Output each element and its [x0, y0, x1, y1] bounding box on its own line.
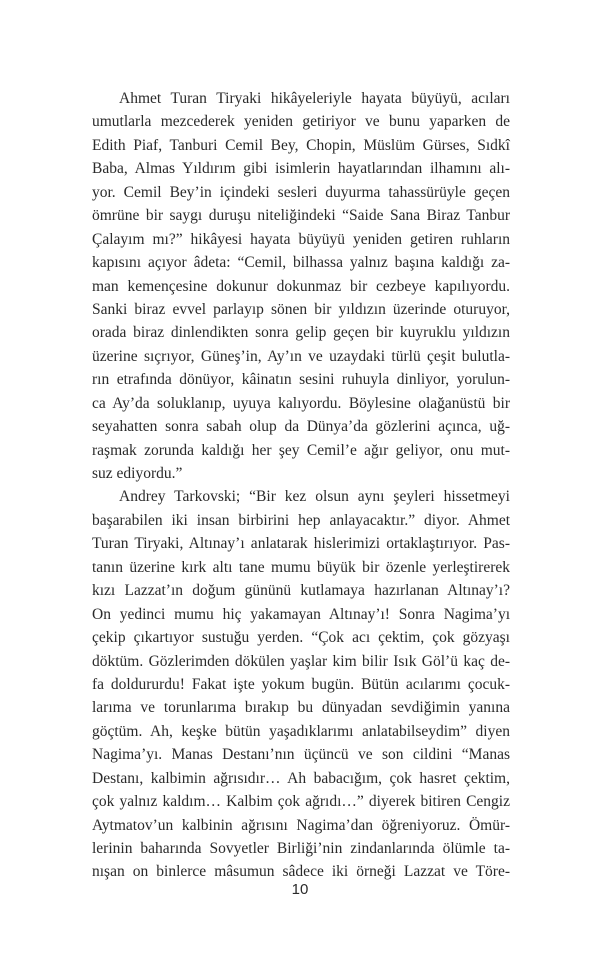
text-line: Çalayım mı?” hikâyesi hayata büyüyü yeniden getiren ruhların [92, 230, 510, 248]
text-line: kapısını açıyor âdeta: “Cemil, bilhassa yalnız başına kaldığı za- [92, 254, 510, 272]
text-line: Ahmet Turan Tiryaki hikâyeleriyle hayata büyüyü, acıları [119, 90, 510, 107]
text-line: çok yalnız kaldım… Kalbim çok ağrıdı…” diyerek bitiren Cengiz [92, 793, 510, 811]
text-line: umutlarla mezcederek yeniden getiriyor ve bunu yaparken de [92, 113, 510, 131]
text-line: larıma ve torunlarıma bırakıp bu dünyadan sevdiğimin yanına [92, 699, 510, 717]
text-line: ömrüne bir saygı duruşu niteliğindeki “Saide Sana Biraz Tanbur [92, 207, 510, 225]
text-line: Andrey Tarkovski; “Bir kez olsun aynı şeyleri hissetmeyi [119, 488, 510, 506]
text-line: On yedinci mumu hiç yakamayan Altınay’ı! Sonra Nagima’yı [92, 605, 510, 623]
text-line: nışan on binlerce mâsumun sâdece iki örneği Lazzat ve Töre- [92, 863, 510, 881]
text-line: tanın üzerine kırk altı tane mumu büyük bir özenle yerleştirerek [92, 558, 510, 576]
text-line: Edith Piaf, Tanburi Cemil Bey, Chopin, Müslüm Gürses, Sıdkî [92, 136, 510, 154]
text-line: raşmak zorunda kaldığı her şey Cemil’e ağır geliyor, onu mut- [92, 441, 510, 459]
text-line: suz ediyordu.” [92, 465, 183, 482]
text-line: man kemençesine dokunur dokunmaz bir cezbeye kapılıyordu. [92, 277, 510, 295]
text-line: kızı Lazzat’ın doğum gününü kutlamaya hazırlanan Altınay’ı? [92, 582, 510, 600]
text-line: Nagima’yı. Manas Destanı’nın üçüncü ve son cildini “Manas [92, 746, 510, 764]
text-line: lerinin baharında Sovyetler Birliği’nin zindanlarında ölümle ta- [92, 840, 510, 857]
text-line: çekip çıkartıyor sustuğu yerden. “Çok acı çektim, çok gözyaşı [92, 629, 510, 647]
text-line: Aytmatov’un kalbinin ağrısını Nagima’dan öğreniyoruz. Ömür- [92, 816, 510, 834]
text-line: orada biraz dinlendikten sonra gelip geçen bir kuyruklu yıldızın [92, 324, 510, 342]
text-line: Destanı, kalbimin ağrısıdır… Ah babacığım, çok hasret çektim, [92, 769, 510, 787]
text-line: seyahatten sonra sabah olup da Dünya’da gözlerini açınca, uğ- [92, 418, 510, 436]
text-line: Turan Tiryaki, Altınay’ı anlatarak hislerimizi ortaklaştırıyor. Pas- [92, 535, 510, 553]
text-line: göçtüm. Ah, keşke bütün yaşadıklarımı anlatabilseydim” diyen [92, 722, 510, 740]
text-line: yor. Cemil Bey’in içindeki sesleri duyurma tahassürüyle geçen [92, 183, 510, 201]
text-line: Sanki biraz evvel parlayıp sönen bir yıldızın üzerinde oturuyor, [92, 300, 510, 318]
body-text [92, 87, 510, 884]
text-line: döktüm. Gözlerimden dökülen yaşlar kim bilir Isık Göl’ü kaç de- [92, 652, 510, 670]
text-line: ca Ay’da soluklanıp, uyuya kalıyordu. Böylesine olağanüstü bir [92, 394, 510, 412]
text-line: fa doldururdu! Fakat işte yokum bugün. Bütün acılarımı çocuk- [92, 675, 510, 693]
text-line: başarabilen iki insan birbirini hep anlayacaktır.” diyor. Ahmet [92, 511, 510, 529]
text-line: Baba, Almas Yıldırım gibi isimlerin hayatlarından ilhamını alı- [92, 160, 510, 178]
text-line: rın etrafında dönüyor, kâinatın sesini ruhuyla dinliyor, yorulun- [92, 371, 510, 389]
text-line: üzerine sıçrıyor, Güneş’in, Ay’ın ve uzaydaki türlü çeşit bulutla- [92, 347, 510, 365]
page-number: 10 [291, 881, 309, 898]
